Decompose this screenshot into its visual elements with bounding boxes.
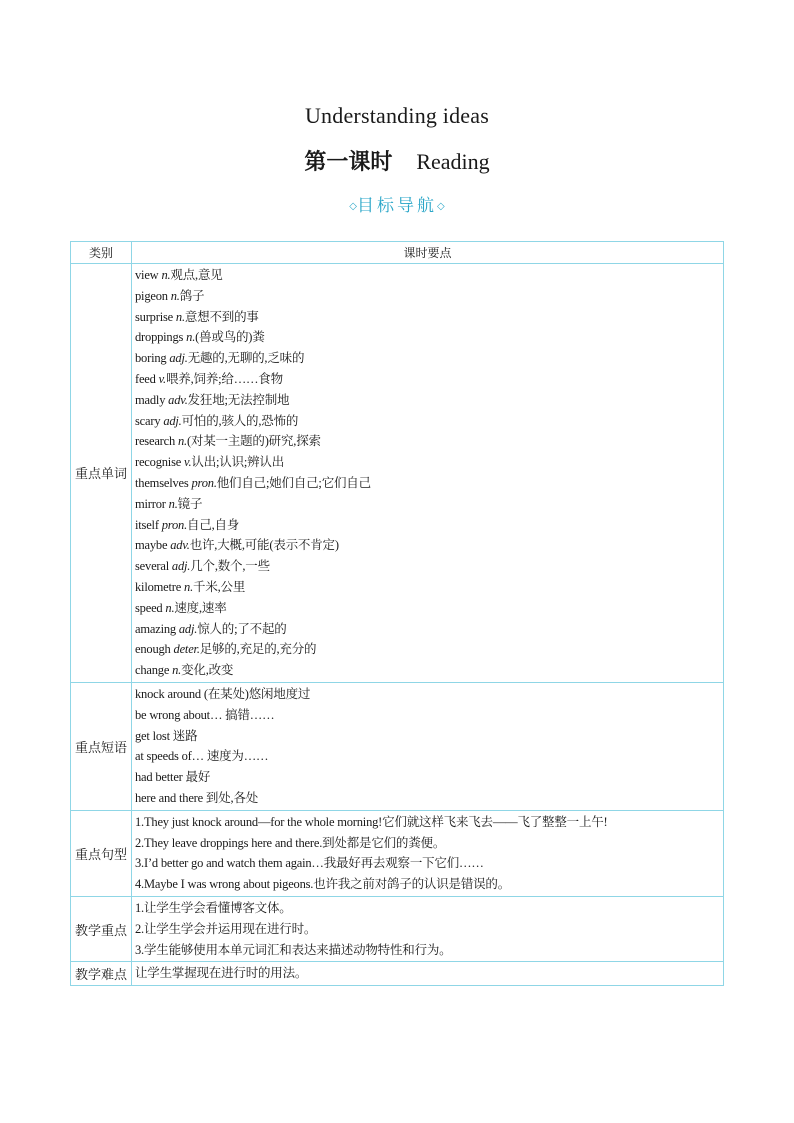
vocab-word: recognise <box>135 455 185 470</box>
vocab-meaning: 也许,大概,可能(表示不肯定) <box>189 538 339 553</box>
vocab-part-of-speech: adj. <box>178 621 198 636</box>
list-item: 让学生掌握现在进行时的用法。 <box>135 966 308 981</box>
content-cell <box>132 682 724 810</box>
vocab-word: pigeon <box>135 288 171 303</box>
vocab-word: feed <box>135 371 159 386</box>
vocab-item <box>135 639 723 660</box>
vocab-item <box>135 411 723 432</box>
vocab-item <box>135 577 723 598</box>
vocab-part-of-speech: pron. <box>191 475 217 490</box>
vocab-part-of-speech: adj. <box>171 559 191 574</box>
table-row <box>71 810 724 896</box>
vocab-item <box>135 286 723 307</box>
vocab-word: droppings <box>135 330 187 345</box>
vocab-item <box>135 265 723 286</box>
vocab-word: enough <box>135 642 174 657</box>
goal-navigation-banner <box>0 191 794 216</box>
vocab-meaning: (对某一主题的)研究,探索 <box>186 434 321 449</box>
vocab-word: view <box>135 268 162 282</box>
vocab-meaning: 鸽子 <box>179 288 205 303</box>
vocab-item <box>135 369 723 390</box>
list-item: here and there 到处,各处 <box>135 790 259 805</box>
table-header-row <box>71 242 724 264</box>
vocab-part-of-speech: n. <box>184 579 194 594</box>
vocab-meaning: 他们自己;她们自己;它们自己 <box>216 475 371 490</box>
vocab-meaning: 意想不到的事 <box>184 309 259 324</box>
lesson-plan-table <box>70 241 724 986</box>
vocab-meaning: 足够的,充足的,充分的 <box>199 642 317 657</box>
vocab-part-of-speech: v. <box>184 455 192 470</box>
vocab-part-of-speech: deter. <box>173 642 200 657</box>
vocab-meaning: 变化,改变 <box>181 663 234 678</box>
vocab-part-of-speech: n. <box>168 496 178 511</box>
vocab-meaning: 自己,自身 <box>187 517 240 532</box>
vocab-part-of-speech: v. <box>158 371 166 386</box>
category-cell: 重点短语 <box>71 682 132 810</box>
vocab-item <box>135 452 723 473</box>
table-row <box>71 962 724 986</box>
vocab-meaning: 几个,数个,一些 <box>190 559 270 574</box>
category-cell: 重点句型 <box>71 810 132 896</box>
list-item: 2.让学生学会并运用现在进行时。 <box>135 921 317 936</box>
list-item: get lost 迷路 <box>135 728 198 743</box>
lesson-name: Reading <box>416 149 490 174</box>
list-item: 1.让学生学会看懂博客文体。 <box>135 900 292 915</box>
vocab-word: mirror <box>135 496 169 511</box>
content-cell <box>132 264 724 683</box>
vocab-part-of-speech: pron. <box>161 517 188 532</box>
vocab-word: madly <box>135 392 169 407</box>
vocab-part-of-speech: n. <box>172 663 182 678</box>
column-header-points: 课时要点 <box>132 242 724 264</box>
list-item: knock around (在某处)悠闲地度过 <box>135 686 311 701</box>
vocab-meaning: 镜子 <box>177 496 203 511</box>
vocab-part-of-speech: adv. <box>168 392 188 407</box>
table-row <box>71 264 724 683</box>
lesson-title <box>0 145 794 176</box>
category-cell: 教学难点 <box>71 962 132 986</box>
vocab-part-of-speech: n. <box>186 330 196 345</box>
vocab-meaning: 认出;认识;辨认出 <box>191 455 285 470</box>
vocab-item <box>135 473 723 494</box>
vocab-meaning: 千米,公里 <box>193 579 246 594</box>
content-cell <box>132 962 724 986</box>
category-cell: 重点单词 <box>71 264 132 683</box>
vocab-word: amazing <box>135 621 179 636</box>
vocab-item <box>135 535 723 556</box>
list-item: 1.They just knock around—for the whole morning!它们就这样飞来飞去——飞了整整一上午! <box>135 814 608 829</box>
vocab-word: themselves <box>135 475 192 490</box>
unit-title: Understanding ideas <box>304 103 490 128</box>
vocab-item <box>135 390 723 411</box>
vocab-part-of-speech: adv. <box>170 538 190 553</box>
list-item: 2.They leave droppings here and there.到处都是它们的粪便。 <box>135 835 446 850</box>
vocab-part-of-speech: n. <box>177 434 187 449</box>
list-item: 3.I’d better go and watch them again…我最好再去观察一下它们…… <box>135 856 484 871</box>
vocab-word: speed <box>135 600 166 615</box>
vocab-word: boring <box>135 351 170 366</box>
diamond-icon: ◇ <box>349 201 357 212</box>
table-row <box>71 682 724 810</box>
vocab-meaning: 惊人的;了不起的 <box>197 621 287 636</box>
vocab-meaning: 喂养,饲养;给……食物 <box>166 371 283 386</box>
list-item: 3.学生能够使用本单元词汇和表达来描述动物特性和行为。 <box>135 942 452 957</box>
vocab-meaning: 速度,速率 <box>174 600 227 615</box>
vocab-meaning: 无趣的,无聊的,乏味的 <box>187 351 305 366</box>
vocab-part-of-speech: adj. <box>163 413 182 428</box>
list-item: 4.Maybe I was wrong about pigeons.也许我之前对鸽子的认识是错误的。 <box>135 877 511 892</box>
vocab-word: research <box>135 434 178 449</box>
vocab-part-of-speech: n. <box>161 268 171 282</box>
vocab-part-of-speech: n. <box>170 288 180 303</box>
table-row <box>71 896 724 961</box>
list-item: had better 最好 <box>135 770 211 785</box>
column-header-category: 类别 <box>71 242 132 264</box>
vocab-item <box>135 327 723 348</box>
vocab-item <box>135 556 723 577</box>
vocab-item <box>135 348 723 369</box>
vocab-word: maybe <box>135 538 171 553</box>
vocab-word: surprise <box>135 309 176 324</box>
vocab-part-of-speech: n. <box>165 600 175 615</box>
vocab-word: itself <box>135 517 162 532</box>
vocab-meaning: 可怕的,骇人的,恐怖的 <box>181 413 299 428</box>
vocab-item <box>135 431 723 452</box>
vocab-word: change <box>135 663 173 678</box>
category-cell: 教学重点 <box>71 896 132 961</box>
list-item: be wrong about… 搞错…… <box>135 707 275 722</box>
list-item: at speeds of… 速度为…… <box>135 749 269 764</box>
vocab-meaning: 观点,意见 <box>170 268 223 282</box>
vocab-item <box>135 494 723 515</box>
vocab-item <box>135 515 723 536</box>
vocab-meaning: 发狂地;无法控制地 <box>187 392 290 407</box>
vocab-word: kilometre <box>135 579 185 594</box>
vocab-part-of-speech: adj. <box>169 351 188 366</box>
vocab-item <box>135 598 723 619</box>
diamond-icon: ◇ <box>437 201 445 212</box>
vocab-item <box>135 619 723 640</box>
vocab-word: scary <box>135 413 164 428</box>
vocab-word: several <box>135 559 172 574</box>
vocab-item <box>135 307 723 328</box>
lesson-number: 第一课时 <box>304 150 393 175</box>
vocab-item <box>135 660 723 681</box>
vocab-meaning: (兽或鸟的)粪 <box>195 330 265 345</box>
content-cell <box>132 810 724 896</box>
content-cell <box>132 896 724 961</box>
vocab-part-of-speech: n. <box>175 309 185 324</box>
goal-navigation-label: 目标导航 <box>357 196 437 216</box>
